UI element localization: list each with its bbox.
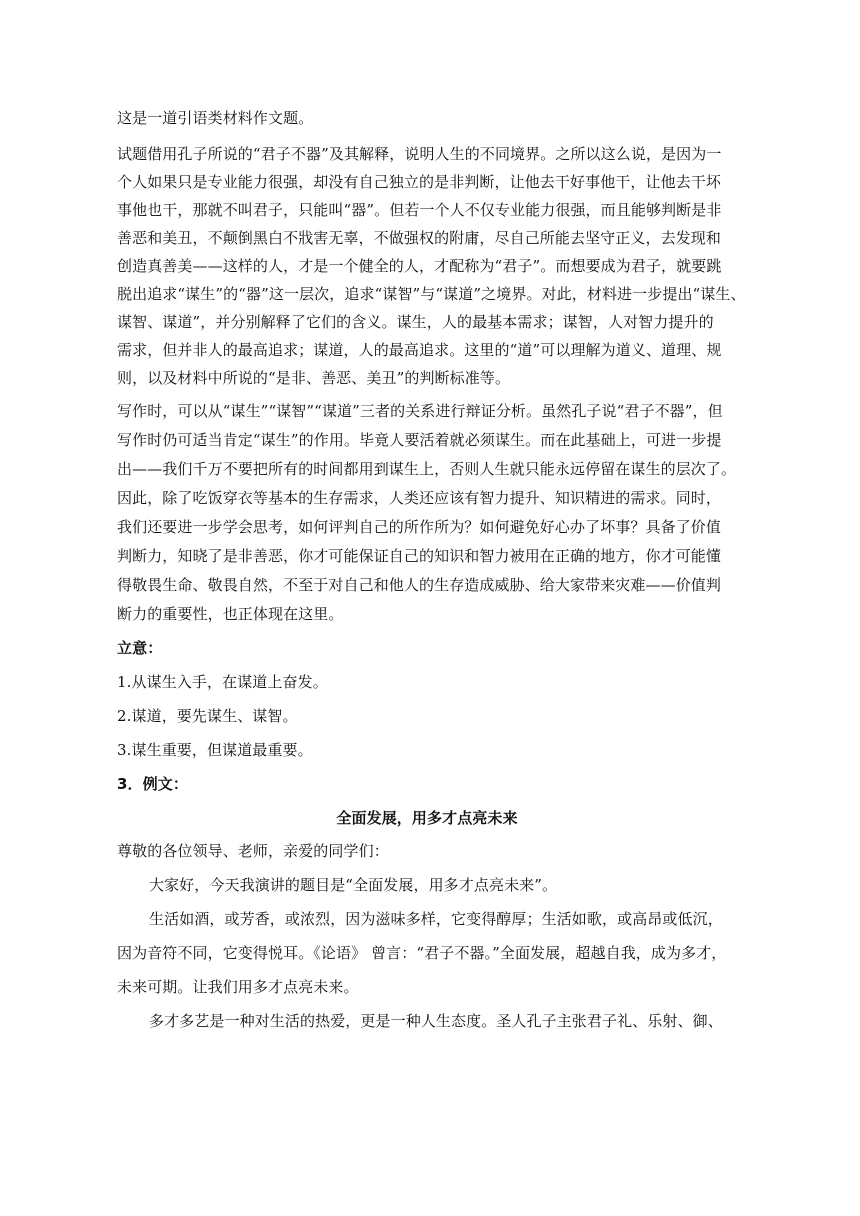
analysis-p2-line: 我们还要进一步学会思考，如何评判自己的所作所为？如何避免好心办了坏事？具备了价值 — [117, 518, 722, 536]
analysis-p2-line: 断力的重要性，也正体现在这里。 — [117, 605, 344, 623]
example-p2-line: 未来可期。让我们用多才点亮未来。 — [117, 978, 359, 996]
example-p2-line: 生活如酒，或芳香，或浓烈，因为滋味多样，它变得醇厚；生活如歌，或高昂或低沉， — [149, 910, 723, 928]
idea-item: 3.谋生重要，但谋道最重要。 — [117, 741, 313, 759]
analysis-p1-line: 脱出追求“谋生”的“器”这一层次，追求“谋智”与“谋道”之境界。对此，材料进一步提出“谋生、 — [117, 285, 746, 303]
analysis-p2-line: 出——我们千万不要把所有的时间都用到谋生上，否则人生就只能永远停留在谋生的层次了。 — [117, 460, 737, 478]
analysis-p2-line: 因此，除了吃饭穿衣等基本的生存需求，人类还应该有智力提升、知识精进的需求。同时， — [117, 489, 722, 507]
example-heading: 3．例文： — [117, 775, 188, 793]
analysis-p1-line: 需求，但并非人的最高追求；谋道，人的最高追求。这里的“道”可以理解为道义、道理、规 — [117, 341, 722, 359]
analysis-p1-line: 事他也干，那就不叫君子，只能叫“器”。但若一个人不仅专业能力很强，而且能够判断是非 — [117, 201, 722, 219]
analysis-p2-line: 写作时，可以从“谋生”“谋智”“谋道”三者的关系进行辩证分析。虽然孔子说“君子不器”，但 — [117, 402, 723, 420]
ideas-heading: 立意： — [117, 639, 163, 657]
analysis-intro: 这是一道引语类材料作文题。 — [117, 109, 314, 127]
analysis-p1-line: 善恶和美丑，不颠倒黑白不戕害无辜，不做强权的附庸，尽自己所能去坚守正义，去发现和 — [117, 229, 722, 247]
example-paragraph: 大家好，今天我演讲的题目是“全面发展，用多才点亮未来”。 — [149, 876, 558, 894]
example-p2-line: 因为音符不同，它变得悦耳。《论语》 曾言：“君子不器。”全面发展，超越自我，成为多才， — [117, 944, 727, 962]
analysis-p1-line: 则，以及材料中所说的“是非、善恶、美丑”的判断标准等。 — [117, 369, 511, 387]
idea-item: 2.谋道，要先谋生、谋智。 — [117, 707, 298, 725]
analysis-p1-line: 谋智、谋道”，并分别解释了它们的含义。谋生，人的最基本需求；谋智，人对智力提升的 — [117, 313, 714, 331]
example-paragraph: 多才多艺是一种对生活的热爱，更是一种人生态度。圣人孔子主张君子礼、乐射、御、 — [149, 1012, 723, 1030]
analysis-p1-line: 试题借用孔子所说的“君子不器”及其解释，说明人生的不同境界。之所以这么说，是因为一 — [117, 145, 722, 163]
example-salutation: 尊敬的各位领导、老师，亲爱的同学们： — [117, 842, 389, 860]
example-title: 全面发展，用多才点亮未来 — [336, 809, 518, 827]
analysis-p1-line: 个人如果只是专业能力很强，却没有自己独立的是非判断，让他去干好事他干，让他去干坏 — [117, 173, 722, 191]
analysis-p2-line: 判断力，知晓了是非善恶，你才可能保证自己的知识和智力被用在正确的地方，你才可能懂 — [117, 547, 722, 565]
analysis-p2-line: 得敬畏生命、敬畏自然，不至于对自己和他人的生存造成威胁、给大家带来灾难——价值判 — [117, 576, 722, 594]
analysis-p1-line: 创造真善美——这样的人，才是一个健全的人，才配称为“君子”。而想要成为君子，就要跳 — [117, 257, 722, 275]
idea-item: 1.从谋生入手，在谋道上奋发。 — [117, 673, 328, 691]
analysis-p2-line: 写作时仍可适当肯定“谋生”的作用。毕竟人要活着就必须谋生。而在此基础上，可进一步提 — [117, 431, 722, 449]
